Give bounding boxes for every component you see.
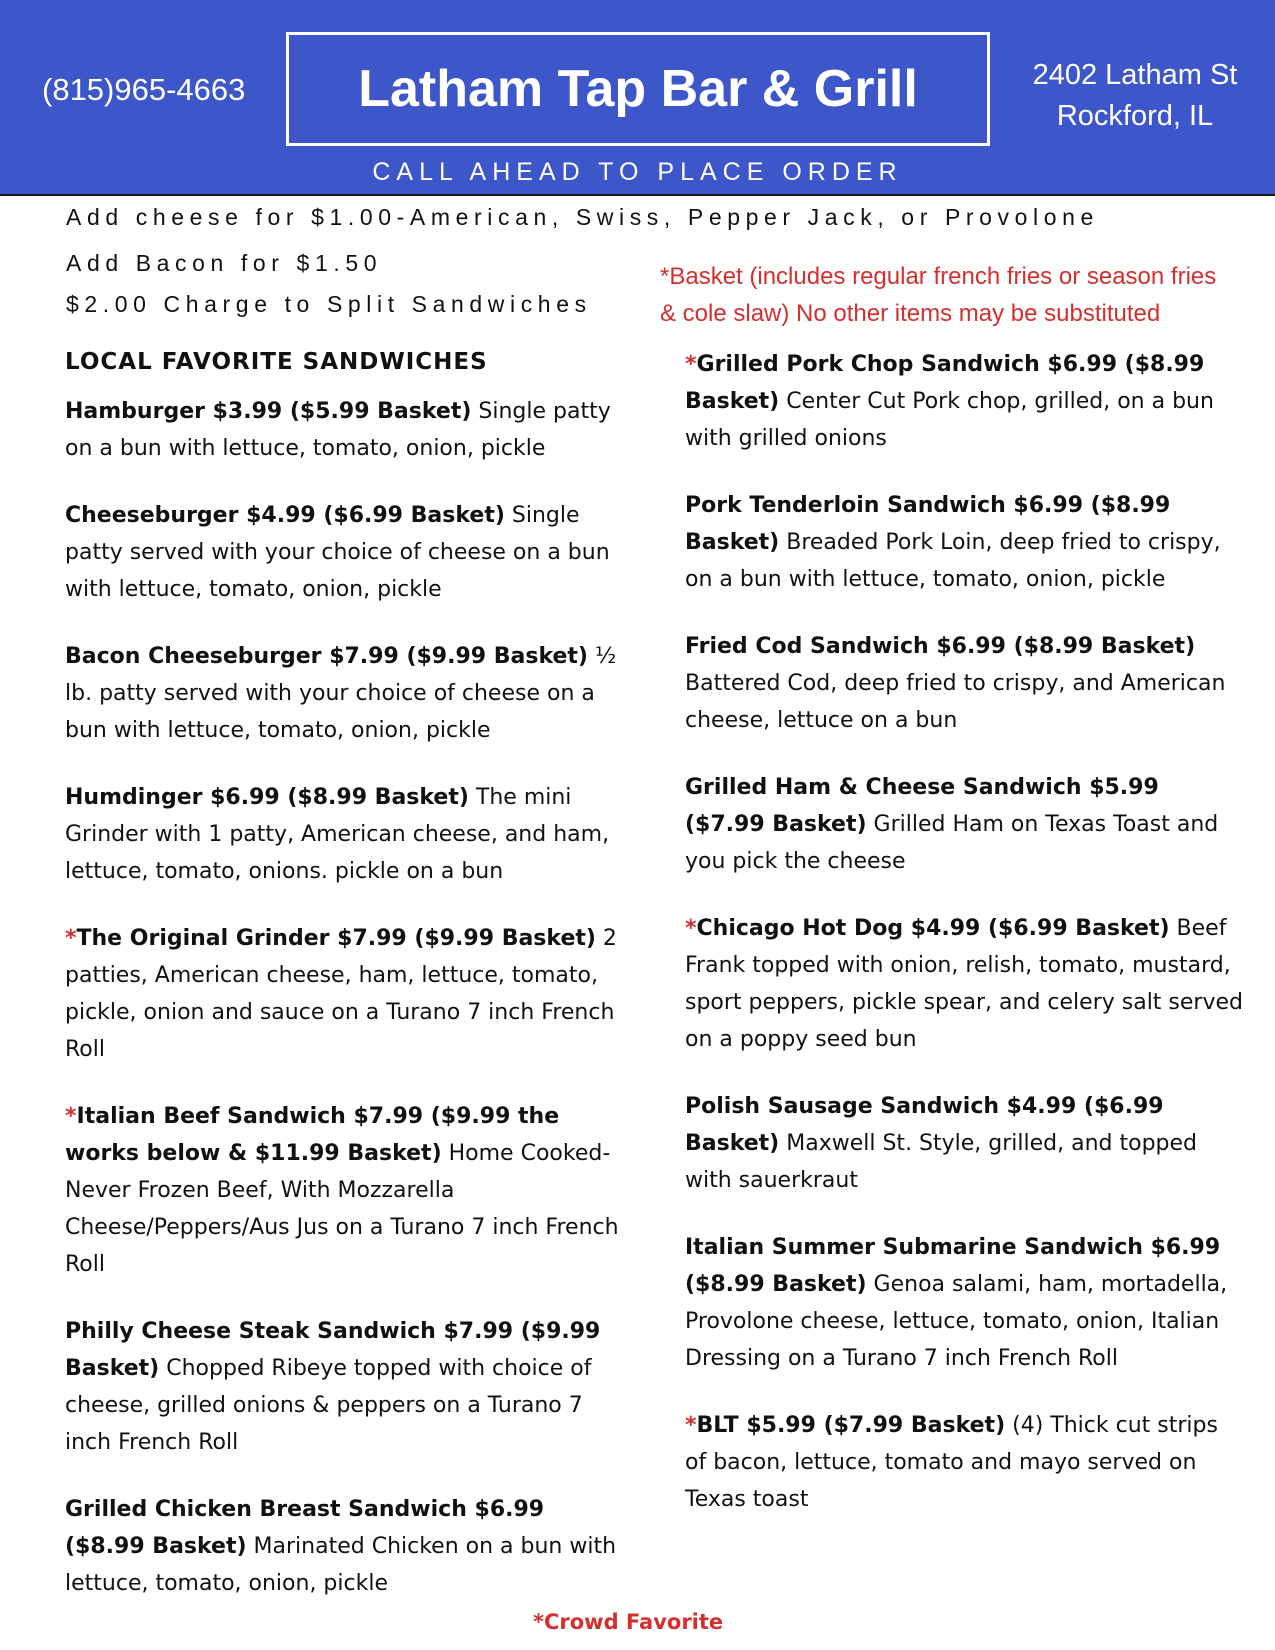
addon-cheese: Add cheese for $1.00-American, Swiss, Pepper Jack, or Provolone [66,204,1099,230]
menu-item [65,779,625,890]
menu-item-name-price: Grilled Ham & Cheese Sandwich $5.99 ($7.99 Basket) [685,775,1159,837]
menu-item-description: ½ lb. patty served with your choice of cheese on a bun with lettuce, tomato, onion, pickle [65,644,617,743]
menu-item-name-price: Italian Summer Submarine Sandwich $6.99 ($8.99 Basket) [685,1235,1221,1297]
menu-item [685,769,1245,880]
menu-item-description: Marinated Chicken on a bun with lettuce, tomato, onion, pickle [65,1534,617,1596]
addon-bacon: Add Bacon for $1.50 [66,250,383,276]
menu-item-name-price: Bacon Cheeseburger $7.99 ($9.99 Basket) [65,644,588,669]
menu-item-name-price: Polish Sausage Sandwich $4.99 ($6.99 Basket) [685,1094,1164,1156]
menu-item-description: Home Cooked-Never Frozen Beef, With Mozzarella Cheese/Peppers/Aus Jus on a Turano 7 inch French Roll [65,1141,619,1277]
menu-item-name-price: Hamburger $3.99 ($5.99 Basket) [65,399,472,424]
menu-item-name-price: BLT $5.99 ($7.99 Basket) [696,1413,1006,1438]
menu-item [65,1098,625,1283]
menu-item-name-price: Chicago Hot Dog $4.99 ($6.99 Basket) [696,916,1170,941]
menu-item-description: 2 patties, American cheese, ham, lettuce, tomato, pickle, onion and sauce on a Turano 7 inch French Roll [65,926,617,1062]
menu-item-name-price: Fried Cod Sandwich $6.99 ($8.99 Basket) [685,634,1196,659]
menu-item-description: Battered Cod, deep fried to crispy, and American cheese, lettuce on a bun [685,671,1226,733]
crowd-favorite-marker: * [685,916,697,941]
menu-item [685,1229,1245,1377]
menu-item [685,910,1245,1058]
crowd-favorite-legend [533,1610,723,1634]
crowd-favorite-marker: * [65,926,77,951]
restaurant-title: Latham Tap Bar & Grill [358,60,918,118]
address-line-2: Rockford, IL [1056,100,1214,132]
menu-item [685,1407,1245,1518]
address-line-1: 2402 Latham St [1032,59,1238,91]
menu-item [685,346,1245,457]
menu-item-name-price: The Original Grinder $7.99 ($9.99 Basket) [76,926,596,951]
menu-item [65,497,625,608]
crowd-favorite-marker: * [685,1413,697,1438]
menu-item [65,393,625,467]
menu-item-description: Breaded Pork Loin, deep fried to crispy, on a bun with lettuce, tomato, onion, pickle [685,530,1221,592]
menu-item-description: Single patty served with your choice of cheese on a bun with lettuce, tomato, onion, pickle [65,503,610,602]
basket-note-line-1: *Basket (includes regular french fries or season fries [660,263,1217,290]
menu-item-name-price: Grilled Chicken Breast Sandwich $6.99 ($8.99 Basket) [65,1497,545,1559]
menu-item [65,1491,625,1602]
left-menu-column [65,346,625,1632]
right-menu-column [685,346,1245,1548]
menu-item-name-price: Grilled Pork Chop Sandwich $6.99 ($8.99 Basket) [685,352,1205,414]
crowd-favorite-label: Crowd Favorite [543,1610,724,1634]
menu-item-description: Beef Frank topped with onion, relish, tomato, mustard, sport peppers, pickle spear, and celery salt served on a poppy seed bun [685,916,1243,1052]
crowd-favorite-star: * [533,1610,544,1634]
menu-item-name-price: Cheeseburger $4.99 ($6.99 Basket) [65,503,505,528]
section-title: LOCAL FAVORITE SANDWICHES [65,349,488,375]
crowd-favorite-marker: * [65,1104,77,1129]
menu-item [65,920,625,1068]
menu-item-description: Center Cut Pork chop, grilled, on a bun with grilled onions [685,389,1214,451]
call-ahead-banner: CALL AHEAD TO PLACE ORDER [372,158,903,186]
basket-note [660,258,1260,332]
title-box [286,32,990,146]
menu-item [685,1088,1245,1199]
menu-item-name-price: Humdinger $6.99 ($8.99 Basket) [65,785,469,810]
menu-item-name-price: Italian Beef Sandwich $7.99 ($9.99 the works below & $11.99 Basket) [65,1104,560,1166]
phone-number: (815)965-4663 [42,72,246,107]
menu-item-description: The mini Grinder with 1 patty, American cheese, and ham, lettuce, tomato, onions. pickle on a bun [65,785,610,884]
menu-item-description: Chopped Ribeye topped with choice of cheese, grilled onions & peppers on a Turano 7 inch French Roll [65,1356,592,1455]
addon-split: $2.00 Charge to Split Sandwiches [66,291,592,317]
menu-item-description: Maxwell St. Style, grilled, and topped with sauerkraut [685,1131,1198,1193]
menu-item-description: Genoa salami, ham, mortadella, Provolone cheese, lettuce, tomato, onion, Italian Dressing on a Turano 7 inch French Roll [685,1272,1228,1371]
menu-item [685,487,1245,598]
menu-item [685,628,1245,739]
menu-item-name-price: Pork Tenderloin Sandwich $6.99 ($8.99 Basket) [685,493,1171,555]
menu-item-name-price: Philly Cheese Steak Sandwich $7.99 ($9.99 Basket) [65,1319,601,1381]
header-banner [0,0,1275,196]
address [1010,55,1260,137]
menu-item-description: (4) Thick cut strips of bacon, lettuce, tomato and mayo served on Texas toast [685,1413,1218,1512]
menu-item-description: Grilled Ham on Texas Toast and you pick the cheese [685,812,1219,874]
left-item-list [65,393,625,1602]
crowd-favorite-marker: * [685,352,697,377]
menu-item-description: Single patty on a bun with lettuce, tomato, onion, pickle [65,399,611,461]
menu-item [65,638,625,749]
menu-item [65,1313,625,1461]
right-item-list [685,346,1245,1518]
basket-note-line-2: & cole slaw) No other items may be substituted [660,300,1161,327]
